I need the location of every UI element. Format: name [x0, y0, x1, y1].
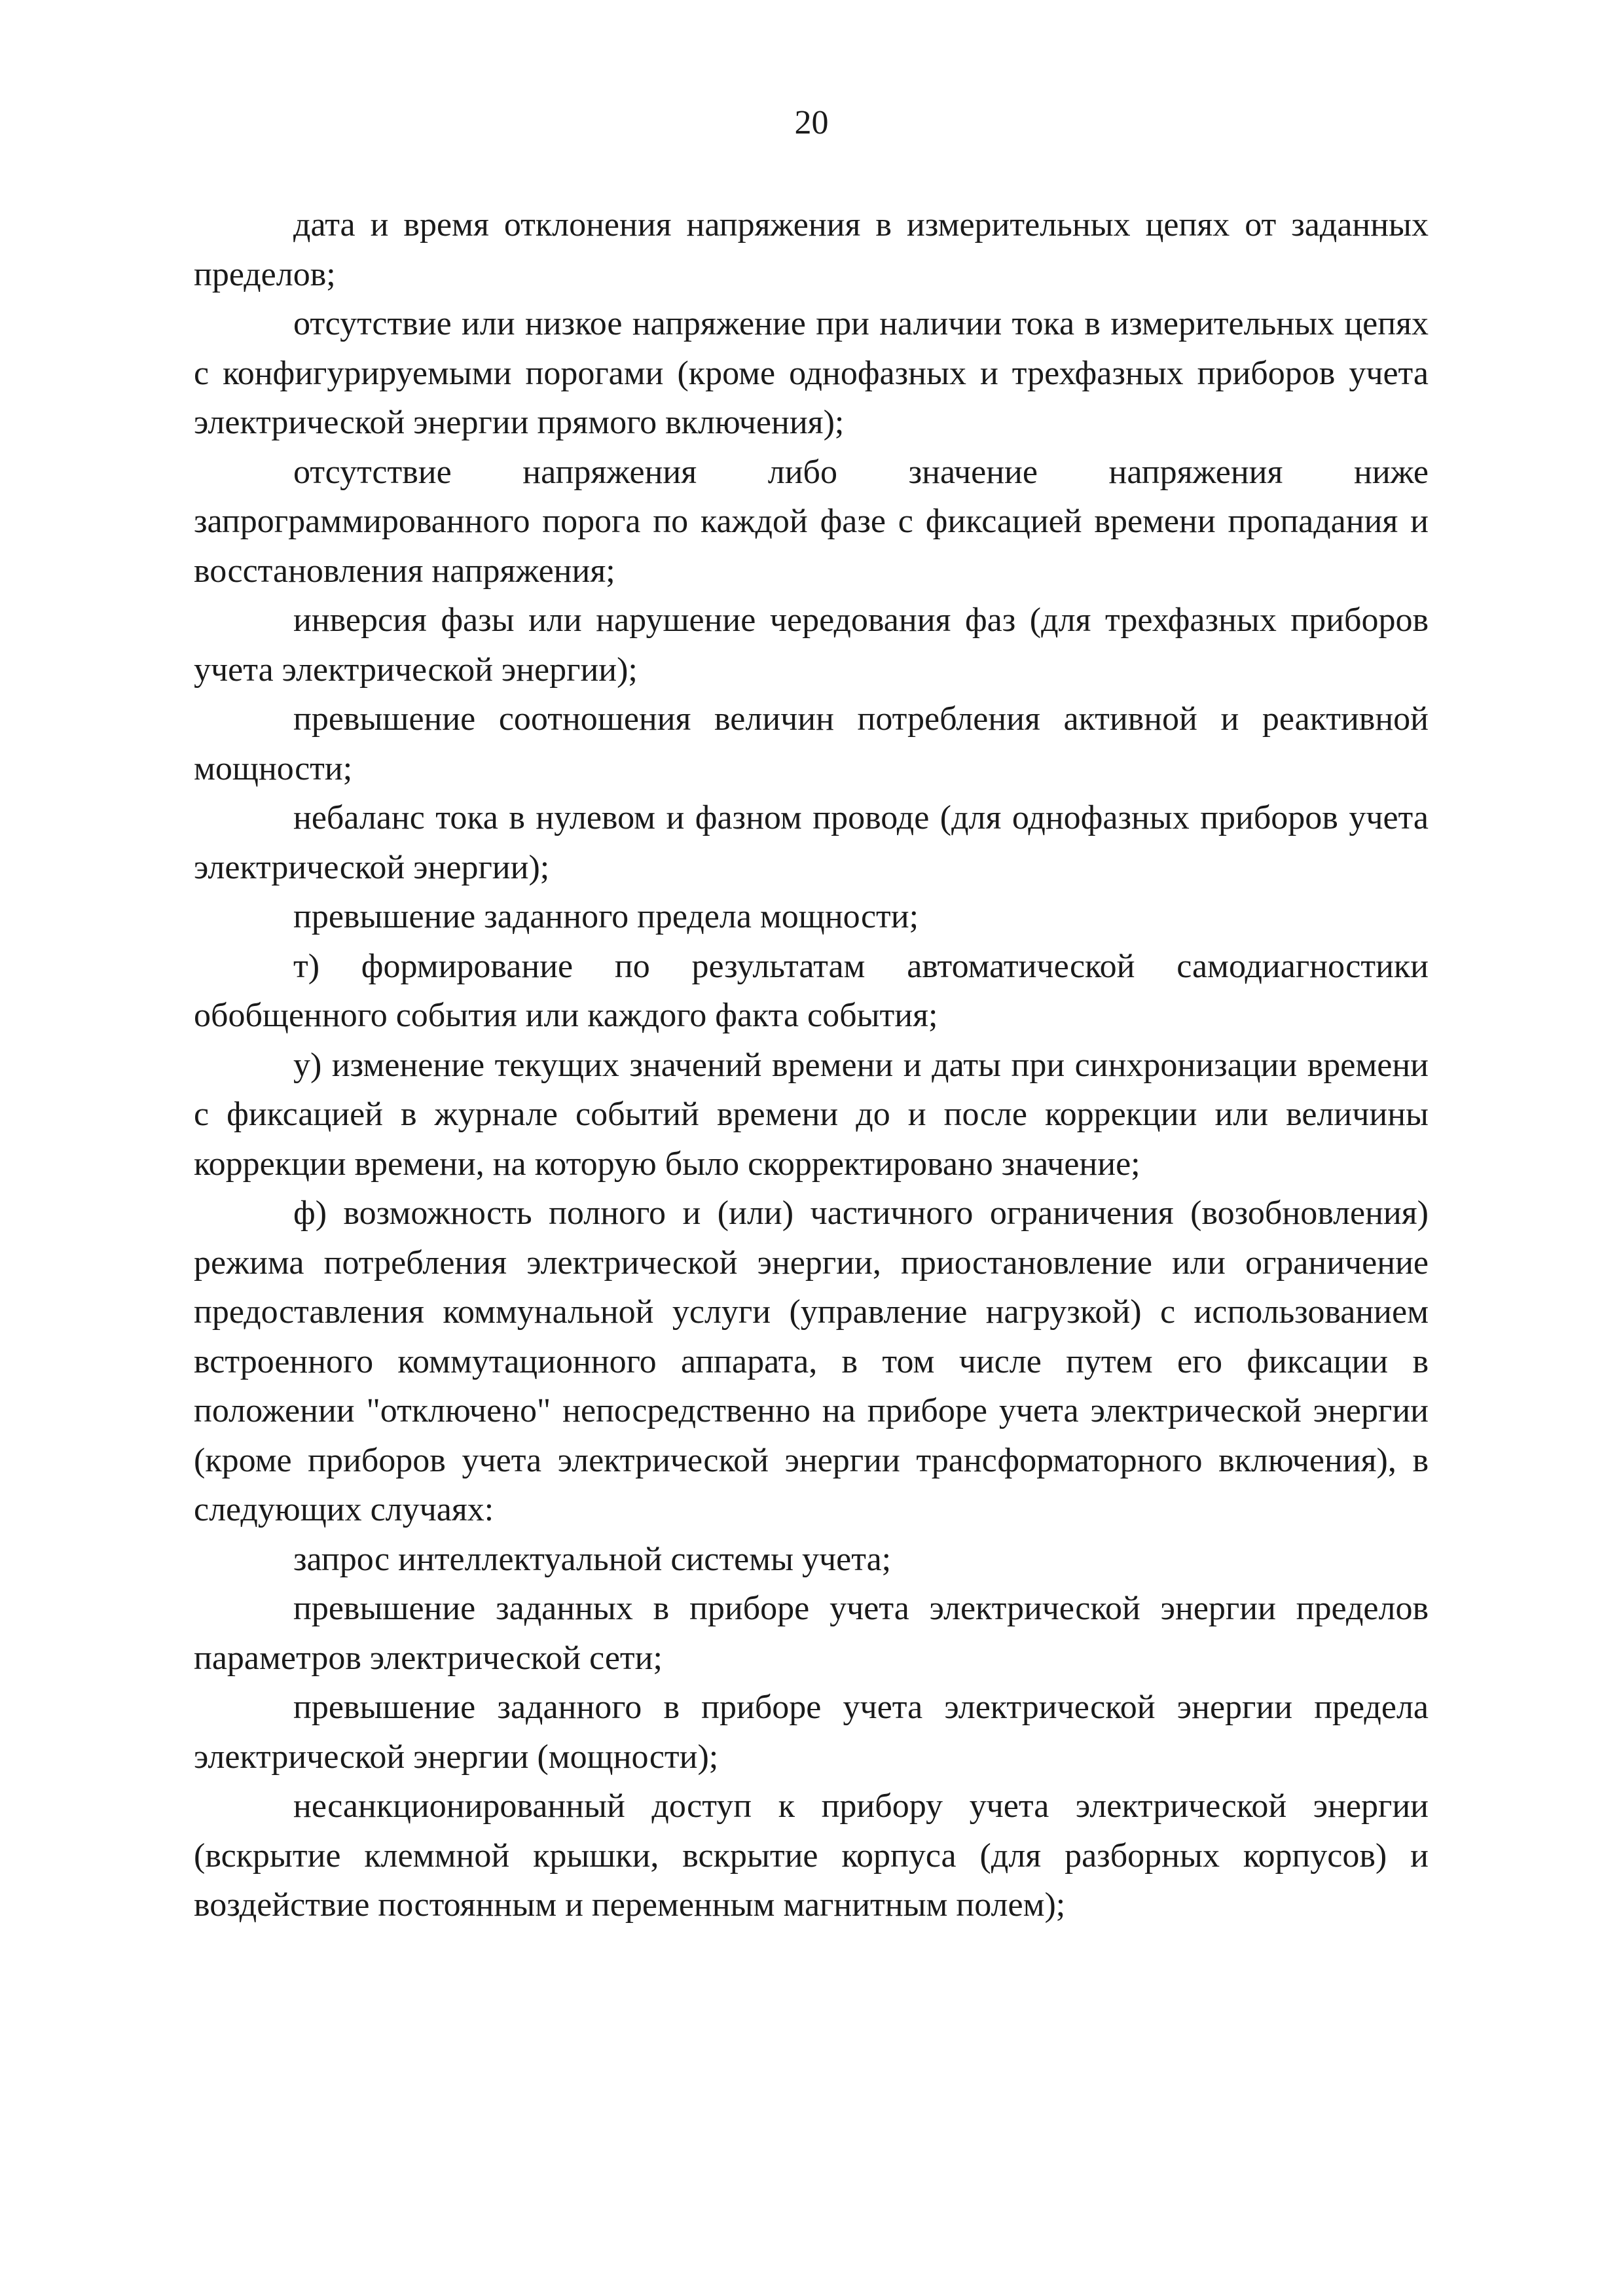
paragraph-system-request: запрос интеллектуальной системы учета;: [293, 1540, 892, 1578]
paragraph-phase-inversion: инверсия фазы или нарушение чередования фаз (для трехфазных приборов учета электрической энергии);: [194, 601, 1429, 689]
paragraph-item-f: ф) возможность полного и (или) частичного ограничения (возобновления) режима потребления электрической энергии, приостановление или ограничение предоставления коммунальной услуги (управление нагрузкой) с использованием встроенного коммутационного аппарата, в том числе путем его фиксации в положении "отключено" непосредственно на приборе учета электрической энергии (кроме приборов учета электрической энергии трансформаторного включения), в следующих случаях:: [194, 1194, 1429, 1528]
paragraph-power-ratio: превышение соотношения величин потребления активной и реактивной мощности;: [194, 700, 1429, 787]
page-number: 20: [794, 104, 829, 141]
paragraph-low-voltage: отсутствие или низкое напряжение при наличии тока в измерительных цепях с конфигурируемыми порогами (кроме однофазных и трехфазных приборов учета электрической энергии прямого включения);: [194, 305, 1429, 441]
body-text: [194, 200, 1429, 1930]
paragraph-energy-limit: превышение заданного в приборе учета электрической энергии предела электрической энергии (мощности);: [194, 1689, 1429, 1776]
paragraph-item-t: т) формирование по результатам автоматической самодиагностики обобщенного события или каждого факта события;: [194, 947, 1429, 1034]
paragraph-unauthorized-access: несанкционированный доступ к прибору учета электрической энергии (вскрытие клеммной крышки, вскрытие корпуса (для разборных корпусов) и воздействие постоянным и переменным магнитным полем);: [194, 1787, 1429, 1924]
paragraph-voltage-absence: отсутствие напряжения либо значение напряжения ниже запрограммированного порога по каждой фазе с фиксацией времени пропадания и восстановления напряжения;: [194, 453, 1429, 590]
paragraph-power-limit: превышение заданного предела мощности;: [293, 898, 919, 935]
paragraph-voltage-deviation: дата и время отклонения напряжения в измерительных цепях от заданных пределов;: [194, 206, 1429, 293]
paragraph-network-limits: превышение заданных в приборе учета электрической энергии пределов параметров электрической сети;: [194, 1590, 1429, 1677]
paragraph-current-imbalance: небаланс тока в нулевом и фазном проводе (для однофазных приборов учета электрической энергии);: [194, 799, 1429, 886]
paragraph-item-u: у) изменение текущих значений времени и даты при синхронизации времени с фиксацией в журнале событий времени до и после коррекции или величины коррекции времени, на которую было скорректировано значение;: [194, 1046, 1429, 1183]
